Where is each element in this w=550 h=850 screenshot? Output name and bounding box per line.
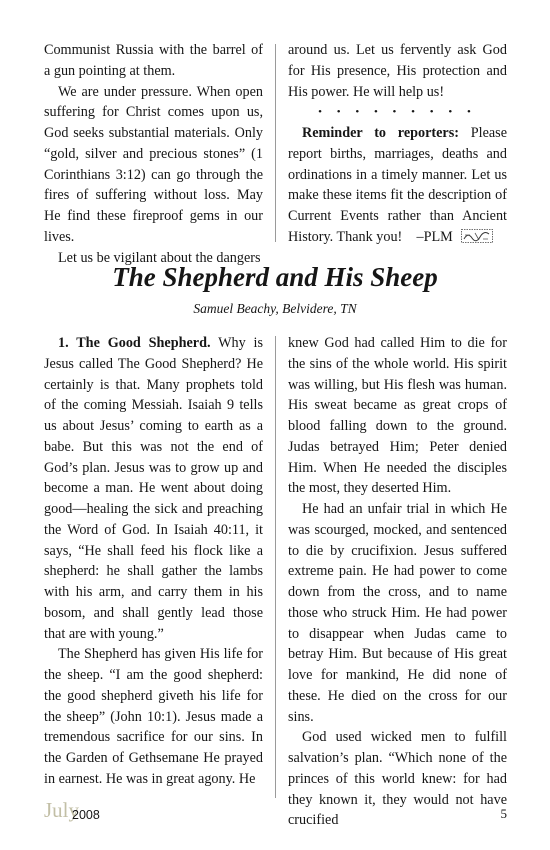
reminder-text: Please report births, marriages, deaths and ordinations in a timely manner. Let us make these items fit the description of Current Events rather than Ancient History. Thank you! [288,125,507,245]
article-title: The Shepherd and His Sheep [112,262,438,292]
footer-year: 2008 [72,808,100,822]
paragraph-text: Why is Jesus called The Good Shepherd? He certainly is that. Many prophets told of the coming Messiah. Isaiah 9 tells us about Jesus’ coming to earth as a babe. But this was not the end of God’s plan. Jesus was to grow up and become a man. He went about doing good—healing the sick and preaching the Word of God. In Isaiah 40:11, it says, “He shall feed his flock like a shepherd: he shall gather the lambs with his arm, and carry them in his bosom, and shall gently lead those that are with young.” [44,335,263,642]
article-right-column [288,333,507,831]
paragraph: Communist Russia with the barrel of a gun pointing at them. [44,42,263,79]
reminder-signoff: –PLM [416,228,453,245]
paragraph: He had an unfair trial in which He was scourged, mocked, and sentenced to die by crucifixion. Jesus suffered extreme pain. He had power to come down from the cross, and to name those who struck Him. He had power to disappear when Judas came to betray Him. But because of His great love for mankind, He did none of these. He died on the cross for our sins. [288,501,507,725]
paragraph: knew God had called Him to die for the sins of the whole world. His spirit was willing, but His flesh was human. His sweat became as great crops of blood falling down to the ground. Judas betrayed Him; Peter denied Him. When He needed the disciples the most, they deserted Him. [288,335,507,497]
paragraph: The Shepherd has given His life for the sheep. “I am the good shepherd: the good shepherd giveth his life for the sheep” (John 10:1). Jesus made a tremendous sacrifice for our sins. In the Garden of Gethsemane He prayed in earnest. He was in great agony. He [44,646,263,787]
page-number: 5 [500,806,507,821]
paragraph: God used wicked men to fulfill salvation’s plan. “Which none of the princes of this world knew: for had they known it, they would not have crucified [288,729,507,829]
column-divider [275,44,276,242]
paragraph [44,333,263,644]
top-right-column [288,40,507,248]
paragraph: around us. Let us fervently ask God for His presence, His protection and His power. He will help us! [288,42,507,100]
scribble-graphic [461,229,493,243]
paragraph: We are under pressure. When open suffering for Christ comes upon us, God seeks substantial materials. Only “gold, silver and precious stones” (1 Corinthians 3:12) can go through the fires of suffering without loss. May He find these fireproof gems in our lives. [44,83,263,245]
reporters-reminder [288,123,507,248]
section-separator: • • • • • • • • • [318,106,477,119]
top-left-column [44,40,263,268]
article-left-column [44,333,263,790]
column-divider [275,336,276,798]
footer-month: July [44,798,80,822]
reminder-label: Reminder to reporters: [302,125,459,141]
article-byline: Samuel Beachy, Belvidere, TN [193,301,357,316]
paragraph: Let us be vigilant about the dangers [58,249,261,266]
section-heading: 1. The Good Shepherd. [58,335,211,351]
